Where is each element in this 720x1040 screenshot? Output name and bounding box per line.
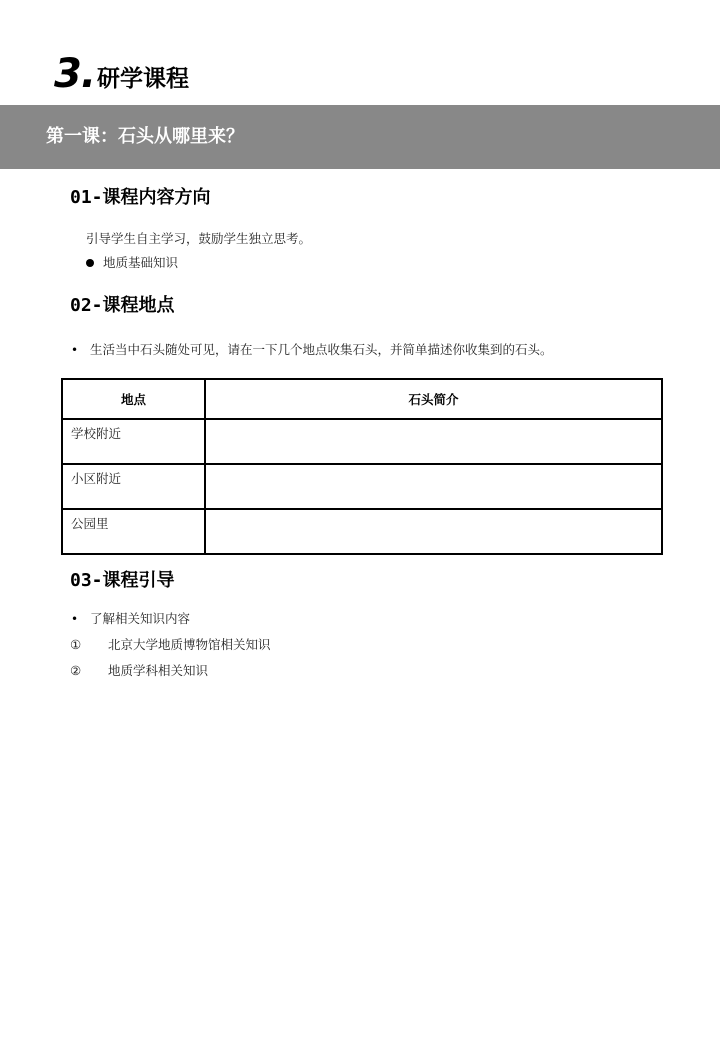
table-row	[62, 509, 662, 554]
list-item-museum: 北京大学地质博物馆相关知识	[108, 637, 271, 652]
table-cell-location: 学校附近	[62, 419, 205, 464]
table-header-stone-description: 石头简介	[205, 379, 662, 419]
section-title-content-direction: 01-课程内容方向	[70, 187, 211, 208]
section-title-guidance: 03-课程引导	[70, 570, 175, 591]
page-title: 研学课程	[97, 65, 190, 92]
list-marker-1: ①	[70, 637, 82, 652]
lesson-title: 第一课：石头从哪里来？	[46, 126, 244, 147]
bullet-dot-icon	[86, 259, 94, 267]
location-table	[61, 378, 663, 555]
list-item-geology-discipline: 地质学科相关知识	[108, 663, 209, 678]
table-cell-location: 公园里	[62, 509, 205, 554]
table-cell-description-input[interactable]	[205, 509, 662, 554]
table-header-row	[62, 379, 662, 419]
section-number: 3.	[54, 51, 96, 97]
table-header-location: 地点	[62, 379, 205, 419]
table-cell-description-input[interactable]	[205, 464, 662, 509]
section-intro-text: 引导学生自主学习，鼓励学生独立思考。	[86, 231, 312, 246]
list-marker-2: ②	[70, 663, 82, 678]
bullet-icon: •	[71, 612, 79, 626]
lesson-banner	[0, 105, 720, 169]
page-header	[54, 44, 190, 97]
table-cell-location: 小区附近	[62, 464, 205, 509]
table-row	[62, 464, 662, 509]
table-row	[62, 419, 662, 464]
section-title-location: 02-课程地点	[70, 295, 175, 316]
location-instruction-text: 生活当中石头随处可见，请在一下几个地点收集石头，并简单描述你收集到的石头。	[90, 342, 553, 357]
table-cell-description-input[interactable]	[205, 419, 662, 464]
bullet-icon: •	[71, 343, 79, 357]
bullet-item-geology-basics: 地质基础知识	[103, 255, 179, 270]
guidance-bullet-text: 了解相关知识内容	[90, 611, 191, 626]
